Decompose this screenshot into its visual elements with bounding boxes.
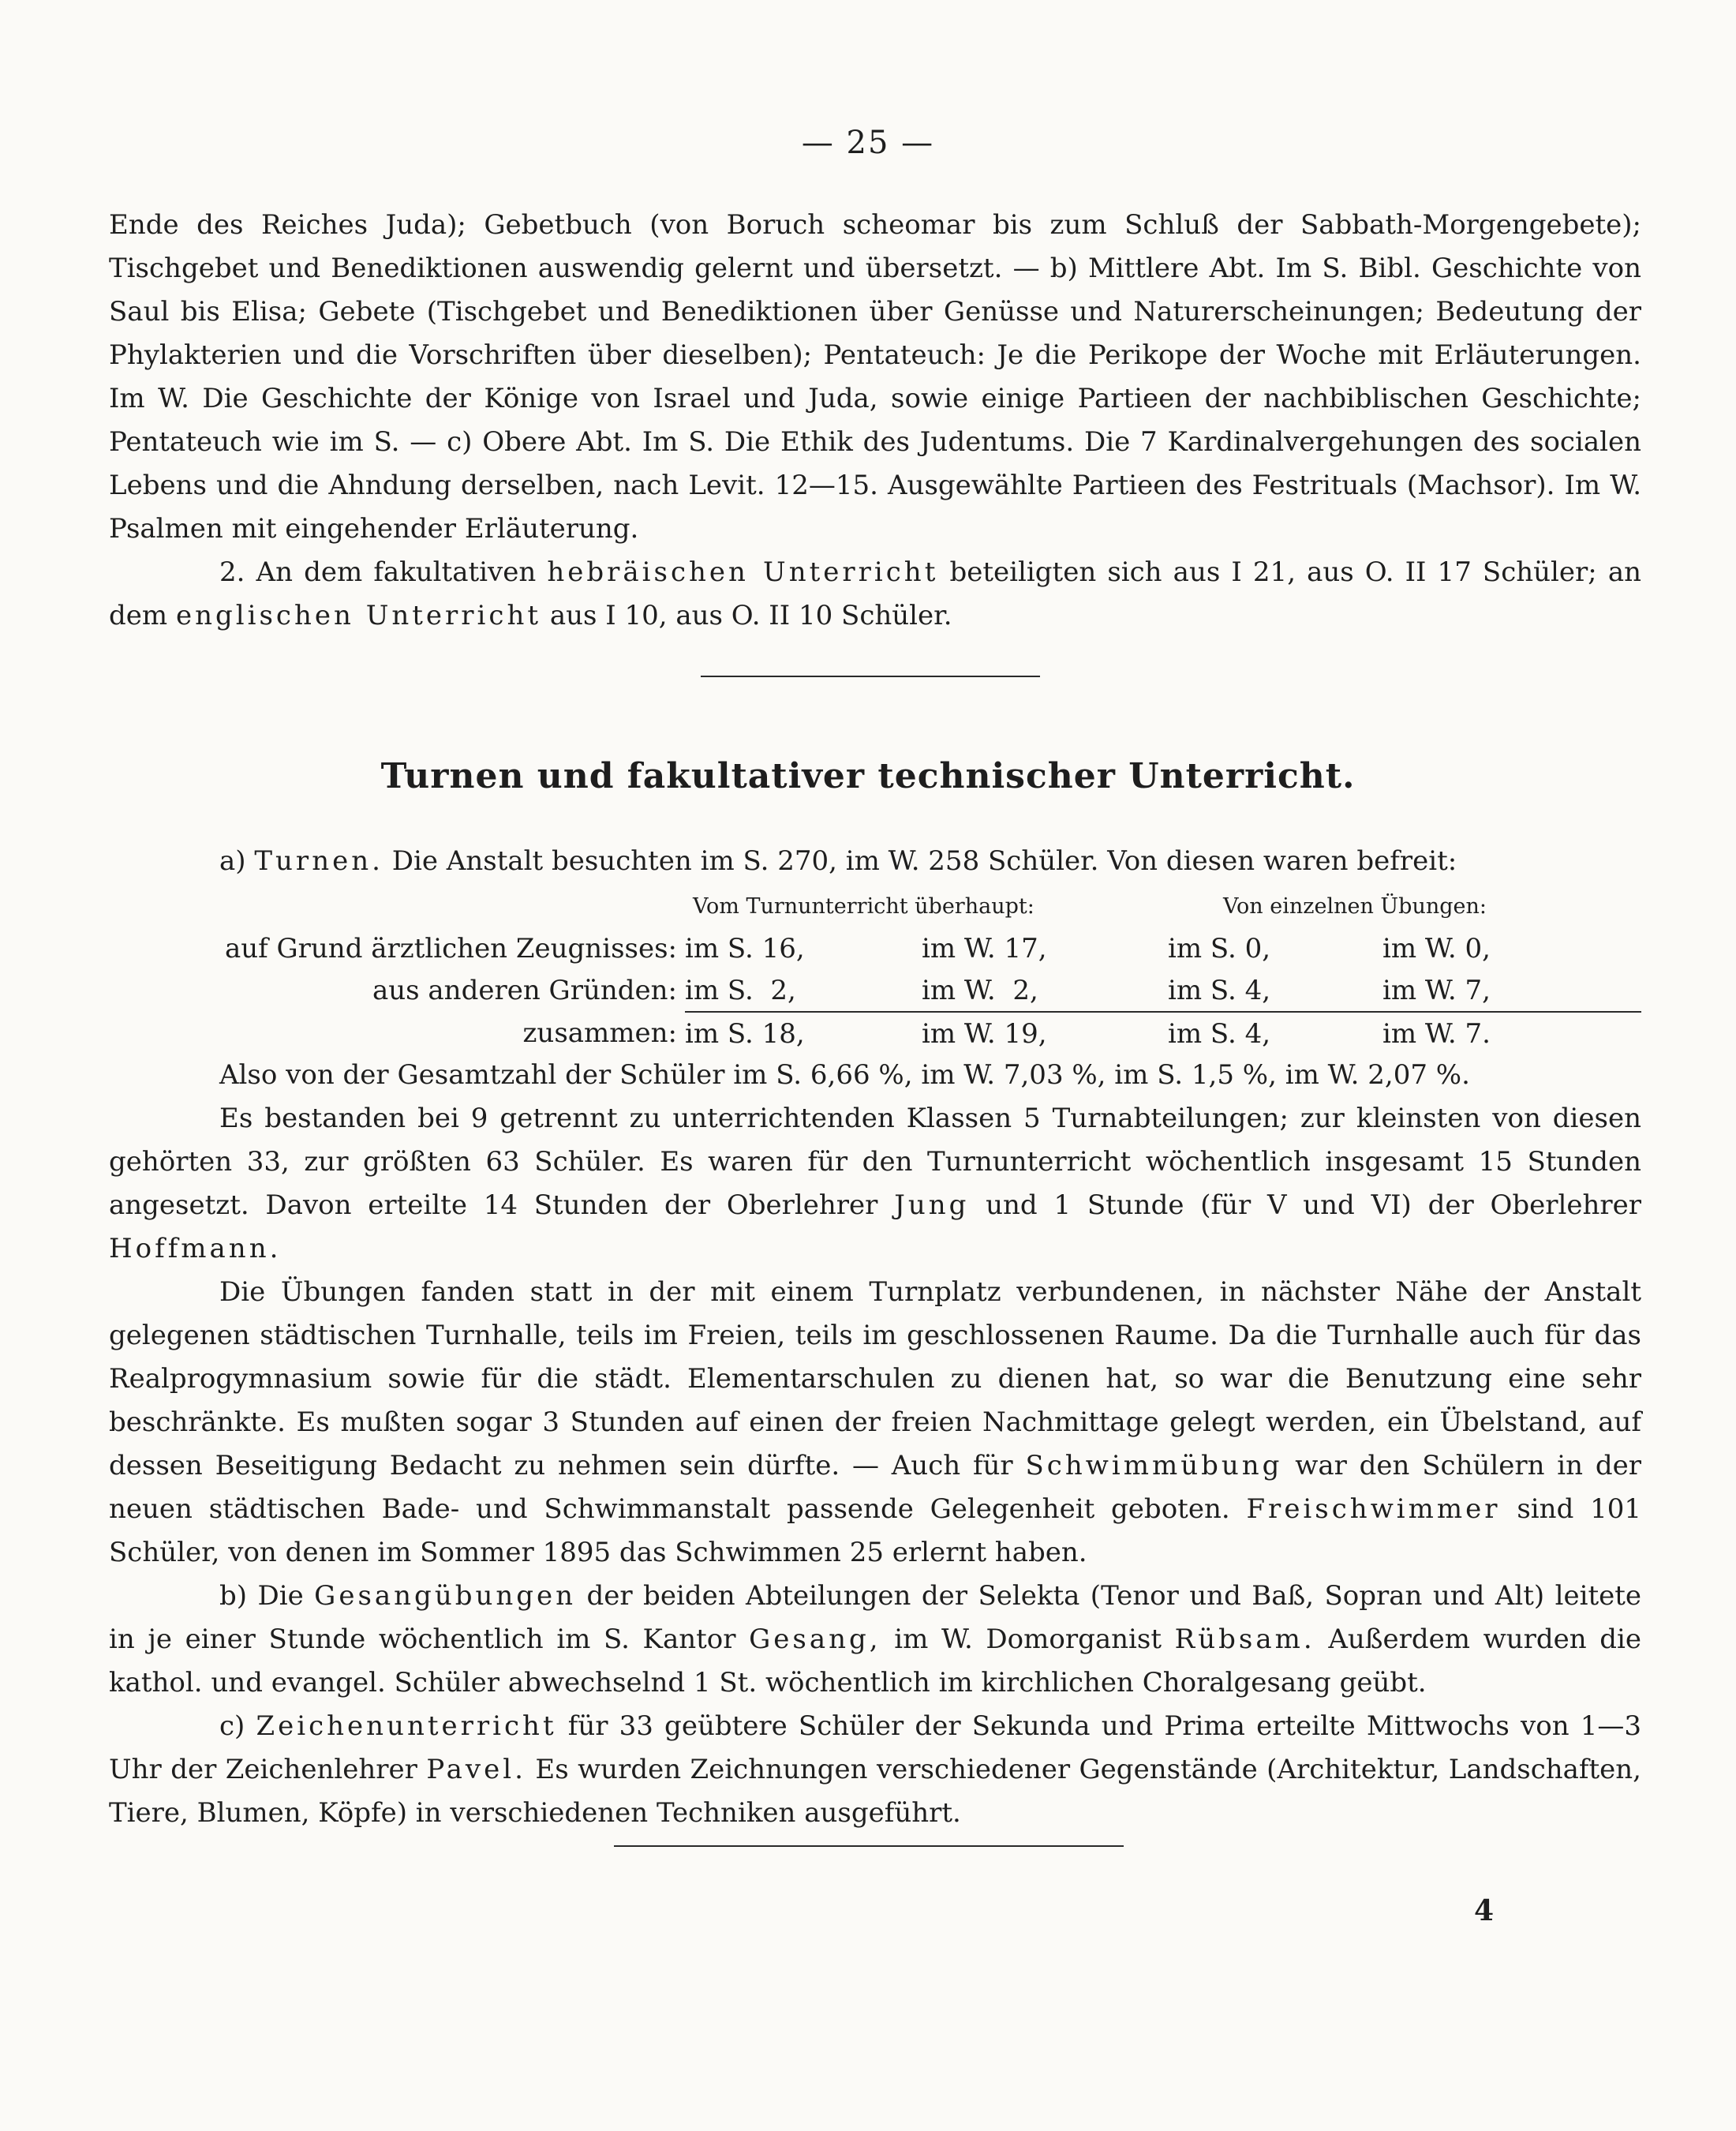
elective-languages-paragraph: 2. An dem fakultativen hebräischen Unterricht beteiligten sich aus I 21, aus O. II 17 Schüler; an dem englischen Unterricht aus I 10, aus O. II 10 Schüler. <box>109 556 1642 631</box>
zeichen-emphasis: Zeichenunterricht <box>256 1710 557 1742</box>
header-partial-exemption: Von einzelnen Übungen: <box>1223 893 1487 919</box>
zeichnen-paragraph: c) Zeichenunterricht für 33 geübtere Schüler der Sekunda und Prima erteilte Mittwochs von 1—3 Uhr der Zeichenlehrer Pavel. Es wurden Zeichnungen verschiedener Gegenstände (Architektur, Landschaften, Tiere, Blumen, Köpfe) in verschiedenen Techniken ausgeführt. <box>109 1710 1642 1829</box>
turnen-emphasis: Turnen. <box>254 845 383 877</box>
name-hoffmann: Hoffmann. <box>109 1233 282 1264</box>
schwimmuebung-emphasis: Schwimmübung <box>1025 1450 1283 1481</box>
page-number: — 25 — <box>801 125 935 161</box>
table-row: aus anderen Gründen: im S. 2, im W. 2, im S. 4, im W. 7, <box>372 974 1491 1006</box>
exemption-table <box>109 885 1641 1054</box>
table-row: auf Grund ärztlichen Zeugnisses: im S. 16, im W. 17, im S. 0, im W. 0, <box>224 932 1491 964</box>
gesang-paragraph: b) Die Gesangübungen der beiden Abteilungen der Selekta (Tenor und Baß, Sopran und Alt) leitete in je einer Stunde wöchentlich im S. Kantor Gesang, im W. Domorganist Rübsam. Außerdem wurden die kathol. und evangel. Schüler abwechselnd 1 St. wöchentlich im kirchlichen Choralgesang geübt. <box>109 1580 1642 1698</box>
header-general-exemption: Vom Turnunterricht überhaupt: <box>693 893 1034 919</box>
english-emphasis: englischen Unterricht <box>175 600 542 631</box>
percent-line: Also von der Gesamtzahl der Schüler im S. 6,66 %, im W. 7,03 %, im S. 1,5 %, im W. 2,07 %. <box>219 1059 1470 1091</box>
name-gesang: Gesang, <box>749 1624 881 1655</box>
uebungen-paragraph: Die Übungen fanden statt in der mit einem Turnplatz verbundenen, in nächster Nähe der Anstalt gelegenen städtischen Turnhalle, teils im Freien, teils im geschlossenen Raume. Da die Turnhalle auch für das Realprogymnasium sowie für die städt. Elementarschulen zu dienen hat, so war die Benutzung eine sehr beschränkte. Es mußten sogar 3 Stunden auf einen der freien Nachmittage gelegt werden, ein Übelstand, auf dessen Beseitigung Bedacht zu nehmen sein dürfte. — Auch für Schwimmübung war den Schülern in der neuen städtischen Bade- und Schwimmanstalt passende Gelegenheit geboten. Freischwimmer sind 101 Schüler, von denen im Sommer 1895 das Schwimmen 25 erlernt haben. <box>109 1276 1642 1568</box>
name-jung: Jung <box>894 1189 970 1221</box>
turnen-intro: a) Turnen. Die Anstalt besuchten im S. 270, im W. 258 Schüler. Von diesen waren befreit: <box>219 845 1457 877</box>
section-divider-top <box>701 676 1040 677</box>
section-divider-bottom <box>614 1845 1124 1847</box>
table-sum-row: zusammen: im S. 18, im W. 19, im S. 4, im W. 7. <box>109 1012 1641 1054</box>
freischwimmer-emphasis: Freischwimmer <box>1246 1493 1501 1525</box>
gesang-emphasis: Gesangübungen <box>314 1580 577 1612</box>
signature-mark: 4 <box>1474 1894 1495 1927</box>
hebrew-emphasis: hebräischen Unterricht <box>547 556 939 588</box>
table-header-row <box>109 885 1641 927</box>
religion-section <box>109 204 1641 638</box>
section-heading: Turnen und fakultativer technischer Unterricht. <box>380 756 1356 796</box>
name-ruebsam: Rübsam. <box>1174 1624 1315 1655</box>
turnen-body <box>109 1054 1641 1835</box>
religion-paragraph: Ende des Reiches Juda); Gebetbuch (von Boruch scheomar bis zum Schluß der Sabbath-Morgengebete); Tischgebet und Benediktionen auswendig gelernt und übersetzt. — b) Mittlere Abt. Im S. Bibl. Geschichte von Saul bis Elisa; Gebete (Tischgebet und Benediktionen über Genüsse und Naturerscheinungen; Bedeutung der Phylakterien und die Vorschriften über dieselben); Pentateuch: Je die Perikope der Woche mit Erläuterungen. Im W. Die Geschichte der Könige von Israel und Juda, sowie einige Partieen der nachbiblischen Geschichte; Pentateuch wie im S. — c) Obere Abt. Im S. Die Ethik des Judentums. Die 7 Kardinalvergehungen des socialen Lebens und die Ahndung derselben, nach Levit. 12—15. Ausgewählte Partieen des Festrituals (Machsor). Im W. Psalmen mit eingehender Erläuterung. <box>109 209 1641 545</box>
abteilungen-paragraph: Es bestanden bei 9 getrennt zu unterrichtenden Klassen 5 Turnabteilungen; zur kleinsten von diesen gehörten 33, zur größten 63 Schüler. Es waren für den Turnunterricht wöchentlich insgesamt 15 Stunden angesetzt. Davon erteilte 14 Stunden der Oberlehrer Jung und 1 Stunde (für V und VI) der Oberlehrer Hoffmann. <box>109 1103 1641 1264</box>
name-pavel: Pavel. <box>426 1754 526 1785</box>
